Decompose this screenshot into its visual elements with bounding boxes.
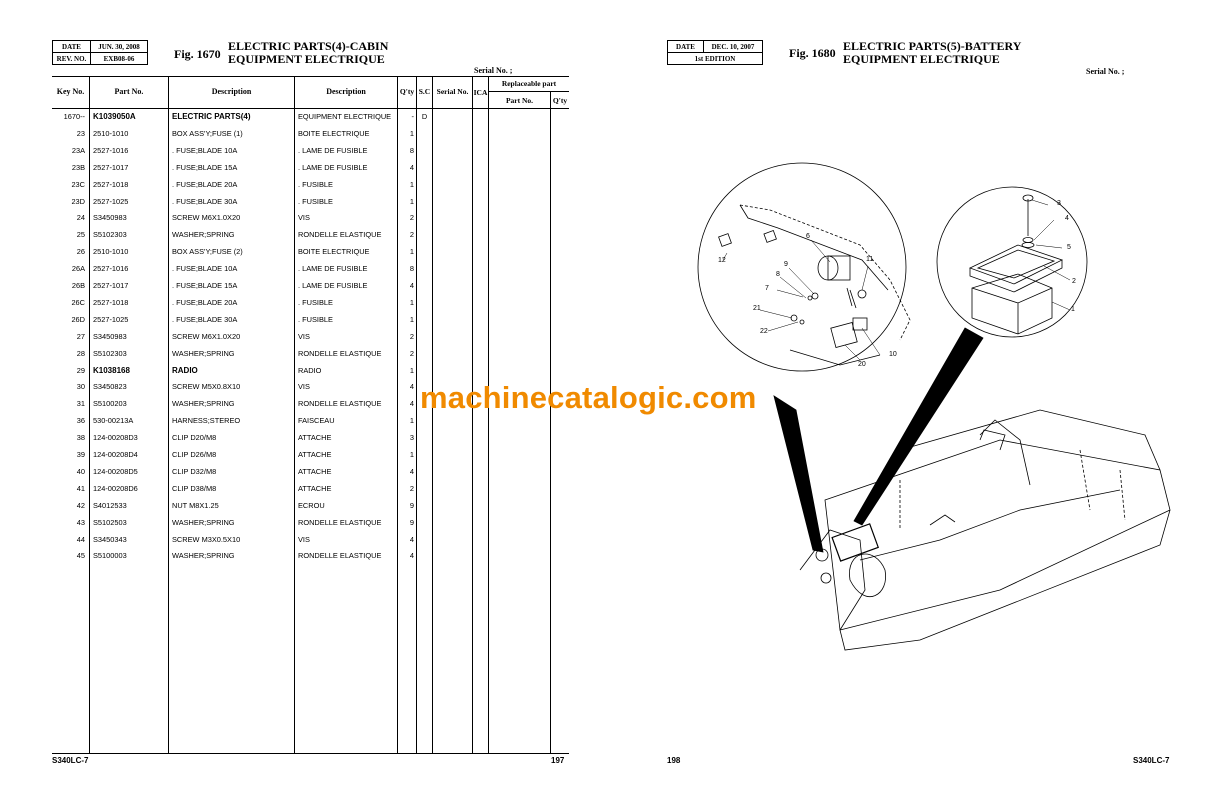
callout-4: 4 (1065, 215, 1069, 222)
row-part-no: S5100203 (93, 399, 127, 409)
rev-value: EXB08-06 (91, 53, 148, 65)
col-key-no: Key No. (56, 87, 85, 96)
row-part-no: 2527-1018 (93, 297, 129, 307)
row-key-no: 26D (71, 314, 85, 324)
row-qty: 1 (409, 179, 414, 189)
row-key-no: 1670-- (63, 112, 85, 121)
row-description: . FUSE;BLADE 20A (172, 179, 238, 189)
row-description: CLIP D20/M8 (172, 433, 217, 443)
row-description-fr: VIS (298, 213, 310, 223)
row-qty: 4 (409, 162, 414, 172)
battery-bracket-drawing (719, 205, 910, 365)
row-description-fr: VIS (298, 331, 310, 341)
callout-10: 10 (889, 351, 897, 358)
col-ica: ICA (473, 88, 488, 97)
row-qty: 8 (409, 264, 414, 274)
row-key-no: 23C (71, 179, 85, 189)
row-description: . FUSE;BLADE 15A (172, 281, 238, 290)
row-part-no: S3450983 (93, 331, 127, 341)
left-title-line1: ELECTRIC PARTS(4)-CABIN (228, 39, 389, 53)
row-qty: 4 (409, 534, 414, 544)
row-description-fr: . LAME DE FUSIBLE (298, 281, 368, 290)
row-description-fr: . FUSIBLE (298, 179, 333, 189)
row-part-no: 2527-1017 (93, 281, 129, 290)
row-part-no: 2527-1018 (93, 179, 129, 189)
row-qty: 2 (409, 331, 414, 341)
right-edition: 1st EDITION (668, 53, 763, 65)
row-key-no: 26C (71, 297, 85, 307)
row-part-no: S3450823 (93, 382, 127, 392)
callout-22: 22 (760, 328, 768, 335)
row-key-no: 36 (76, 416, 85, 426)
row-qty: - (411, 112, 414, 121)
row-qty: 1 (409, 196, 414, 206)
row-part-no: S5102303 (93, 230, 127, 240)
col-rp-qty: Q'ty (552, 96, 568, 105)
row-description: CLIP D38/M8 (172, 483, 217, 493)
col-part-no: Part No. (114, 87, 144, 96)
row-part-no: S5102303 (93, 348, 127, 358)
left-date-box (52, 40, 148, 65)
left-title-line2: EQUIPMENT ELECTRIQUE (228, 51, 385, 66)
row-description-fr: RONDELLE ELASTIQUE (298, 399, 382, 409)
row-key-no: 44 (76, 534, 85, 544)
row-description-fr: ATTACHE (298, 466, 332, 476)
row-description-fr: RONDELLE ELASTIQUE (298, 348, 382, 358)
row-description-fr: ECROU (298, 500, 325, 510)
right-footer-model: S340LC-7 (1133, 756, 1170, 765)
row-description-fr: RONDELLE ELASTIQUE (298, 517, 382, 527)
right-title-line1: ELECTRIC PARTS(5)-BATTERY (843, 39, 1022, 53)
right-title-line2: EQUIPMENT ELECTRIQUE (843, 51, 1000, 66)
callout-1: 1 (1071, 306, 1075, 313)
row-key-no: 23D (71, 196, 85, 206)
row-part-no: S3450983 (93, 213, 127, 223)
row-description: . FUSE;BLADE 15A (172, 162, 238, 172)
row-qty: 4 (409, 551, 414, 561)
row-description: SCREW M6X1.0X20 (172, 331, 241, 341)
col-serial-no: Serial No. (436, 87, 469, 96)
row-qty: 2 (409, 348, 414, 358)
row-part-no: K1038168 (93, 365, 130, 375)
right-date-label: DATE (668, 41, 704, 53)
callout-8: 8 (776, 271, 780, 278)
callout-11: 11 (866, 256, 874, 263)
row-qty: 4 (409, 466, 414, 476)
right-date-box (667, 40, 763, 65)
row-description: CLIP D26/M8 (172, 450, 217, 459)
right-fig-number: Fig. 1680 (789, 46, 836, 60)
row-qty: 1 (409, 128, 414, 138)
row-part-no: S3450343 (93, 534, 127, 544)
row-description-fr: EQUIPMENT ELECTRIQUE (298, 112, 392, 121)
row-key-no: 39 (76, 450, 85, 459)
row-key-no: 26 (76, 247, 85, 257)
row-description: SCREW M5X0.8X10 (172, 382, 241, 392)
row-description-fr: VIS (298, 534, 310, 544)
watermark-text: machinecatalogic.com (420, 380, 757, 415)
row-qty: 2 (409, 213, 414, 223)
right-footer-page: 198 (667, 756, 681, 765)
col-sc: S.C (418, 87, 431, 96)
row-part-no: 124-00208D5 (93, 466, 138, 476)
col-qty: Q'ty (399, 87, 415, 96)
row-key-no: 38 (76, 433, 85, 443)
callout-7: 7 (765, 285, 769, 292)
callout-3: 3 (1057, 200, 1061, 207)
row-key-no: 26B (71, 281, 85, 290)
col-description: Description (211, 87, 252, 96)
callout-5: 5 (1067, 244, 1071, 251)
row-part-no: K1039050A (93, 112, 136, 121)
row-part-no: S4012533 (93, 500, 127, 510)
col-replaceable-part: Replaceable part (501, 79, 557, 88)
leader-wedge-right (854, 328, 983, 525)
right-fig-title (843, 40, 1021, 65)
row-part-no: 2527-1016 (93, 145, 129, 155)
row-key-no: 42 (76, 500, 85, 510)
row-part-no: 124-00208D4 (93, 450, 138, 459)
left-serial-label: Serial No. ; (474, 66, 513, 75)
row-description: . FUSE;BLADE 30A (172, 196, 238, 206)
row-key-no: 30 (76, 382, 85, 392)
row-part-no: 124-00208D3 (93, 433, 138, 443)
row-part-no: S5102503 (93, 517, 127, 527)
row-description: HARNESS;STEREO (172, 416, 241, 426)
row-qty: 9 (409, 500, 414, 510)
row-part-no: 2510-1010 (93, 128, 129, 138)
row-key-no: 29 (76, 365, 85, 375)
detail-circle-right (937, 187, 1087, 337)
row-description-fr: ATTACHE (298, 483, 332, 493)
left-footer-page: 197 (551, 756, 565, 765)
right-serial-label: Serial No. ; (1086, 67, 1125, 76)
rev-label: REV. NO. (53, 53, 91, 65)
date-label: DATE (53, 41, 91, 53)
row-qty: 9 (409, 517, 414, 527)
callout-20: 20 (858, 361, 866, 368)
row-qty: 8 (409, 145, 414, 155)
row-description-fr: RONDELLE ELASTIQUE (298, 551, 382, 561)
row-description: WASHER;SPRING (172, 517, 235, 527)
row-part-no: 2527-1025 (93, 314, 129, 324)
row-qty: 4 (409, 281, 414, 290)
row-part-no: S5100003 (93, 551, 127, 561)
row-description: . FUSE;BLADE 10A (172, 264, 238, 274)
row-description: WASHER;SPRING (172, 399, 235, 409)
row-description-fr: ATTACHE (298, 450, 332, 459)
leader-wedge-left (774, 396, 823, 552)
row-qty: 1 (409, 450, 414, 459)
row-key-no: 24 (76, 213, 85, 223)
row-key-no: 41 (76, 483, 85, 493)
row-part-no: 2527-1017 (93, 162, 129, 172)
machine-frame-drawing (800, 410, 1170, 650)
row-description: SCREW M6X1.0X20 (172, 213, 241, 223)
col-description-fr: Description (326, 87, 366, 96)
row-description-fr: FAISCEAU (298, 416, 335, 426)
row-qty: 2 (409, 230, 414, 240)
row-key-no: 23B (71, 162, 85, 172)
detail-circle-left (698, 163, 906, 371)
row-description-fr: . FUSIBLE (298, 196, 333, 206)
row-key-no: 45 (76, 551, 85, 561)
row-qty: 1 (409, 416, 414, 426)
row-part-no: 530-00213A (93, 416, 134, 426)
callout-12: 12 (718, 257, 726, 264)
battery-drawing (970, 195, 1062, 334)
row-qty: 4 (409, 399, 414, 409)
row-sc: D (421, 112, 428, 121)
row-key-no: 23 (76, 128, 85, 138)
row-key-no: 43 (76, 517, 85, 527)
row-description: . FUSE;BLADE 20A (172, 297, 238, 307)
row-description-fr: BOITE ELECTRIQUE (298, 247, 370, 257)
row-description: RADIO (172, 365, 198, 375)
row-qty: 1 (409, 297, 414, 307)
row-key-no: 26A (71, 264, 85, 274)
col-rp-part-no: Part No. (505, 96, 534, 105)
row-qty: 1 (409, 314, 414, 324)
row-part-no: 2527-1025 (93, 196, 129, 206)
row-key-no: 28 (76, 348, 85, 358)
row-description: NUT M8X1.25 (172, 500, 219, 510)
row-description: CLIP D32/M8 (172, 466, 217, 476)
row-description-fr: BOITE ELECTRIQUE (298, 128, 370, 138)
row-qty: 4 (409, 382, 414, 392)
row-part-no: 2510-1010 (93, 247, 129, 257)
row-description: . FUSE;BLADE 10A (172, 145, 238, 155)
date-value: JUN. 30, 2008 (91, 41, 148, 53)
callout-9: 9 (784, 261, 788, 268)
row-key-no: 27 (76, 331, 85, 341)
left-footer-model: S340LC-7 (52, 756, 89, 765)
row-key-no: 40 (76, 466, 85, 476)
row-description: BOX ASS'Y;FUSE (1) (172, 128, 243, 138)
row-part-no: 124-00208D6 (93, 483, 138, 493)
callout-6: 6 (806, 233, 810, 240)
row-description: WASHER;SPRING (172, 551, 235, 561)
row-description: . FUSE;BLADE 30A (172, 314, 238, 324)
row-qty: 3 (409, 433, 414, 443)
row-description-fr: RONDELLE ELASTIQUE (298, 230, 382, 240)
callout-2: 2 (1072, 278, 1076, 285)
left-fig-title (228, 40, 388, 65)
row-description-fr: . FUSIBLE (298, 297, 333, 307)
row-qty: 1 (409, 365, 414, 375)
row-description-fr: . LAME DE FUSIBLE (298, 145, 368, 155)
row-qty: 1 (409, 247, 414, 257)
row-part-no: 2527-1016 (93, 264, 129, 274)
row-key-no: 31 (76, 399, 85, 409)
row-description: BOX ASS'Y;FUSE (2) (172, 247, 243, 257)
row-description: SCREW M3X0.5X10 (172, 534, 241, 544)
row-qty: 2 (409, 483, 414, 493)
row-description: WASHER;SPRING (172, 230, 235, 240)
row-description-fr: . FUSIBLE (298, 314, 333, 324)
left-fig-number: Fig. 1670 (174, 47, 221, 61)
right-date-value: DEC. 10, 2007 (704, 41, 763, 53)
callout-21: 21 (753, 305, 761, 312)
row-key-no: 23A (71, 145, 85, 155)
row-description: WASHER;SPRING (172, 348, 235, 358)
row-description-fr: RADIO (298, 365, 322, 375)
row-description-fr: . LAME DE FUSIBLE (298, 162, 368, 172)
row-description-fr: ATTACHE (298, 433, 332, 443)
row-key-no: 25 (76, 230, 85, 240)
row-description-fr: VIS (298, 382, 310, 392)
row-description-fr: . LAME DE FUSIBLE (298, 264, 368, 274)
row-description: ELECTRIC PARTS(4) (172, 112, 251, 121)
